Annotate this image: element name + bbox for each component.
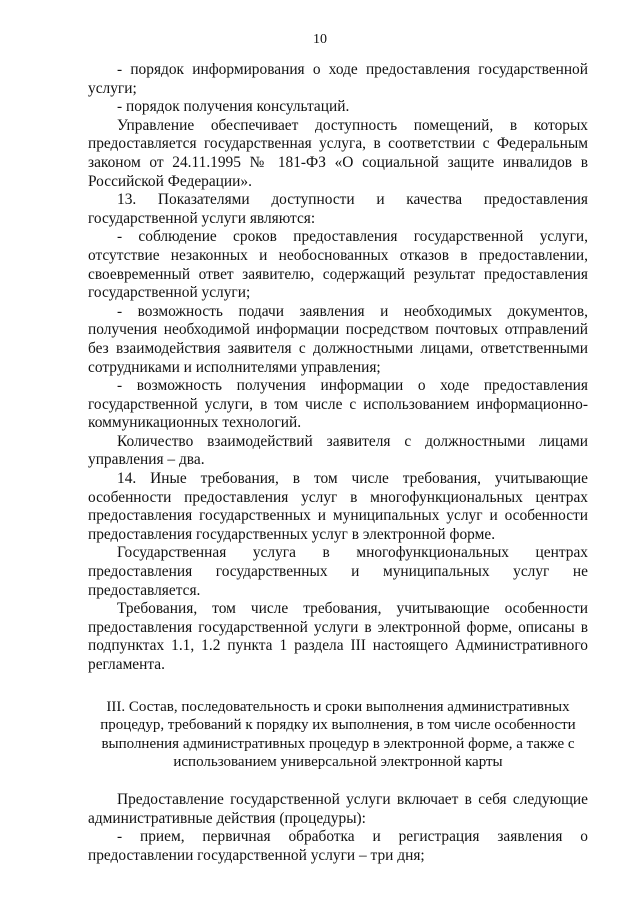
paragraph: - порядок получения консультаций. xyxy=(117,98,350,116)
paragraph: Количество взаимодействий заявителя с должностными лицами управления – два. xyxy=(88,432,588,469)
section-heading: III. Состав, последовательность и сроки выполнения административных процедур, требований к порядку их выполнения, в том числе особенности выполнения административных процедур в электронной форме, а также с использованием универсальной электронной карты xyxy=(100,698,576,771)
paragraph: - порядок информирования о ходе предоставления государственной услуги; xyxy=(88,61,588,97)
paragraph: 14. Иные требования, в том числе требования, учитывающие особенности предоставления услуг в многофункциональных центрах предоставления государственных и муниципальных услуг и особенности предоставления государственных услуг в электронной форме. xyxy=(88,470,588,543)
paragraph: 13. Показателями доступности и качества предоставления государственной услуги являются: xyxy=(88,191,588,227)
paragraph: Предоставление государственной услуги включает в себя следующие административные действия (процедуры): xyxy=(88,790,588,827)
paragraph: - прием, первичная обработка и регистрация заявления о предоставлении государственной услуги – три дня; xyxy=(88,828,588,864)
document-body xyxy=(88,61,588,865)
page-number: 10 xyxy=(313,32,327,47)
paragraph: Управление обеспечивает доступность помещений, в которых предоставляется государственная услуга, в соответствии с Федеральным законом от 24.11.1995 № 181-ФЗ «О социальной защите инвалидов в Российской Федерации». xyxy=(88,116,588,190)
paragraph: - соблюдение сроков предоставления государственной услуги, отсутствие незаконных и необоснованных отказов в предоставлении, своевременный ответ заявителю, содержащий результат предоставления государственной услуги; xyxy=(88,228,588,302)
paragraph: - возможность получения информации о ходе предоставления государственной услуги, в том числе с использованием информационно-коммуникационных технологий. xyxy=(88,377,588,432)
paragraph: Государственная услуга в многофункциональных центрах предоставления государственных и муниципальных услуг не предоставляется. xyxy=(88,544,588,599)
paragraph: - возможность подачи заявления и необходимых документов, получения необходимой информации посредством почтовых отправлений без взаимодействия заявителя с должностными лицами, ответственными сотрудниками и исполнителями управления; xyxy=(88,302,588,376)
paragraph: Требования, том числе требования, учитывающие особенности предоставления государственной услуги в электронной форме, описаны в подпунктах 1.1, 1.2 пункта 1 раздела III настоящего Административного регламента. xyxy=(88,600,588,673)
